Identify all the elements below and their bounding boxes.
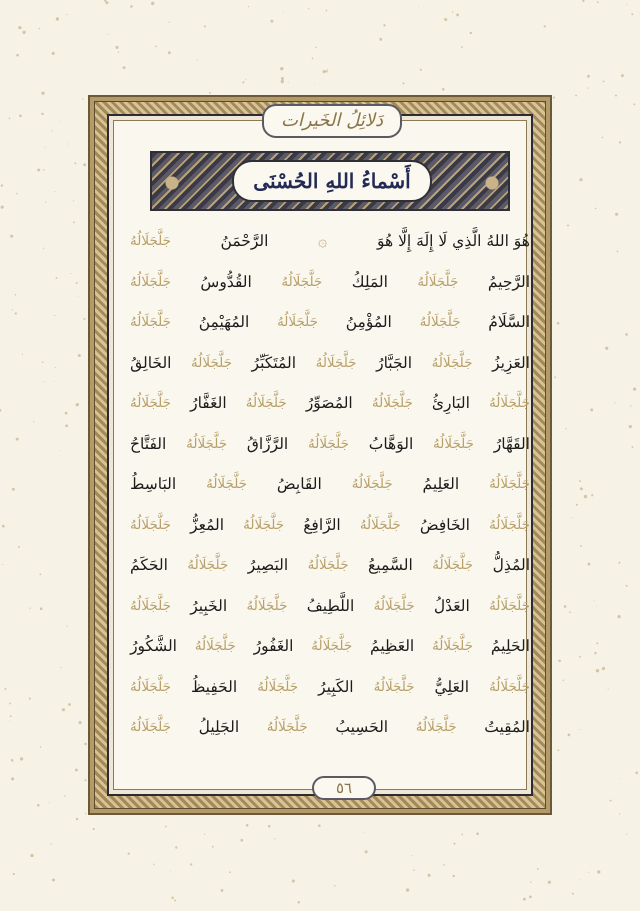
text-line xyxy=(130,626,530,667)
jalla-jalaluhu-glyph: جَلَّجَلَالُهُ xyxy=(130,233,171,249)
jalla-jalaluhu-glyph: جَلَّجَلَالُهُ xyxy=(191,354,232,371)
section-header-ornament xyxy=(150,151,510,211)
divine-name: الغَفَّارُ xyxy=(190,394,227,412)
divine-name: المُهَيْمِنُ xyxy=(198,313,250,331)
divine-name: المُتَكَبِّرُ xyxy=(251,353,297,372)
jalla-jalaluhu-glyph: جَلَّجَلَالُهُ xyxy=(432,557,474,573)
divine-name: العَلِيُّ xyxy=(434,677,470,696)
jalla-jalaluhu-glyph: جَلَّجَلَالُهُ xyxy=(308,435,349,452)
text-line xyxy=(130,586,530,627)
divine-name: العَلِيمُ xyxy=(422,475,460,493)
divine-name: الرَّزَّاقُ xyxy=(246,434,289,453)
divine-name: الحَسِيبُ xyxy=(335,718,389,736)
divine-name: الحَلِيمُ xyxy=(490,637,530,655)
jalla-jalaluhu-glyph: جَلَّجَلَالُهُ xyxy=(489,678,530,695)
rub-el-hizb-ornament: ۞ xyxy=(318,231,328,250)
page-number: ٥٦ xyxy=(335,779,353,797)
jalla-jalaluhu-glyph: جَلَّجَلَالُهُ xyxy=(257,678,299,695)
divine-name: الفَتَّاحُ xyxy=(130,434,167,453)
jalla-jalaluhu-glyph: جَلَّجَلَالُهُ xyxy=(206,476,248,492)
jalla-jalaluhu-glyph: جَلَّجَلَالُهُ xyxy=(371,395,413,411)
divine-name: العَزِيزُ xyxy=(492,353,530,372)
text-line xyxy=(130,424,530,465)
jalla-jalaluhu-glyph: جَلَّجَلَالُهُ xyxy=(130,273,171,290)
jalla-jalaluhu-glyph: جَلَّجَلَالُهُ xyxy=(432,638,473,654)
divine-name: هُوَ اللهُ الَّذِي لَا إِلَهَ إِلَّا هُوَ xyxy=(376,232,530,250)
divine-name: الخَافِضُ xyxy=(419,515,470,534)
page-number-cartouche xyxy=(312,776,376,800)
frame-inner-border xyxy=(107,110,533,797)
divine-name: الكَبِيرُ xyxy=(318,677,354,696)
text-line xyxy=(130,707,530,748)
jalla-jalaluhu-glyph: جَلَّجَلَالُهُ xyxy=(415,719,457,735)
jalla-jalaluhu-glyph: جَلَّجَلَالُهُ xyxy=(130,516,171,533)
jalla-jalaluhu-glyph: جَلَّجَلَالُهُ xyxy=(307,557,349,573)
jalla-jalaluhu-glyph: جَلَّجَلَالُهُ xyxy=(246,597,288,614)
jalla-jalaluhu-glyph: جَلَّجَلَالُهُ xyxy=(431,354,473,371)
divine-name: الرَّحِيمُ xyxy=(487,272,530,291)
jalla-jalaluhu-glyph: جَلَّجَلَالُهُ xyxy=(281,273,323,290)
divine-name: العَظِيمُ xyxy=(370,637,415,655)
jalla-jalaluhu-glyph: جَلَّجَلَالُهُ xyxy=(186,435,228,452)
jalla-jalaluhu-glyph: جَلَّجَلَالُهُ xyxy=(130,597,171,614)
divine-name: البَاسِطُ xyxy=(130,475,177,493)
divine-name: اللَّطِيفُ xyxy=(306,596,355,615)
text-line xyxy=(130,302,530,343)
text-panel xyxy=(113,110,530,797)
jalla-jalaluhu-glyph: جَلَّجَلَالُهُ xyxy=(130,678,171,695)
divine-name: المَلِكُ xyxy=(351,272,388,291)
divine-name: الحَفِيظُ xyxy=(190,677,238,696)
names-text-block xyxy=(130,221,530,786)
divine-name: البَارِئُ xyxy=(431,394,470,412)
jalla-jalaluhu-glyph: جَلَّجَلَالُهُ xyxy=(130,395,171,411)
divine-name: القَهَّارُ xyxy=(493,434,530,453)
divine-name: المُعِزُّ xyxy=(190,515,225,534)
text-line xyxy=(130,545,530,586)
jalla-jalaluhu-glyph: جَلَّجَلَالُهُ xyxy=(489,516,530,533)
text-line xyxy=(130,464,530,505)
book-title-cartouche xyxy=(262,104,402,138)
jalla-jalaluhu-glyph: جَلَّجَلَالُهُ xyxy=(315,354,357,371)
divine-name: البَصِيرُ xyxy=(247,556,289,574)
divine-name: الشَّكُورُ xyxy=(130,637,177,655)
book-title: دَلائِلُ الخَيرات xyxy=(280,110,384,131)
text-line xyxy=(130,667,530,708)
ornamental-page-frame xyxy=(88,95,552,815)
divine-name: الجَبَّارُ xyxy=(376,353,412,372)
divine-name: الوَهَّابُ xyxy=(368,434,414,453)
jalla-jalaluhu-glyph: جَلَّجَلَالُهُ xyxy=(433,435,474,452)
jalla-jalaluhu-glyph: جَلَّجَلَالُهُ xyxy=(187,557,229,573)
text-line xyxy=(130,383,530,424)
divine-name: السَّلَامُ xyxy=(488,313,530,331)
divine-name: الخَبِيرُ xyxy=(190,596,228,615)
divine-name: المُذِلُّ xyxy=(492,556,530,574)
divine-name: الجَلِيلُ xyxy=(198,718,240,736)
divine-name: الغَفُورُ xyxy=(253,637,294,655)
jalla-jalaluhu-glyph: جَلَّجَلَالُهُ xyxy=(373,597,415,614)
jalla-jalaluhu-glyph: جَلَّجَلَالُهُ xyxy=(311,638,353,654)
divine-name: المُؤْمِنُ xyxy=(345,313,392,331)
section-title-cartouche xyxy=(232,160,432,202)
jalla-jalaluhu-glyph: جَلَّجَلَالُهُ xyxy=(359,516,401,533)
jalla-jalaluhu-glyph: جَلَّجَلَالُهُ xyxy=(417,273,459,290)
jalla-jalaluhu-glyph: جَلَّجَلَالُهُ xyxy=(489,395,530,411)
divine-name: المُصَوِّرُ xyxy=(305,394,353,412)
jalla-jalaluhu-glyph: جَلَّجَلَالُهُ xyxy=(277,314,318,330)
divine-name: السَّمِيعُ xyxy=(368,556,413,574)
jalla-jalaluhu-glyph: جَلَّجَلَالُهُ xyxy=(489,597,530,614)
jalla-jalaluhu-glyph: جَلَّجَلَالُهُ xyxy=(489,476,530,492)
text-line xyxy=(130,505,530,546)
section-title: أَسْماءُ اللهِ الحُسْنَى xyxy=(253,169,411,193)
jalla-jalaluhu-glyph: جَلَّجَلَالُهُ xyxy=(243,516,285,533)
jalla-jalaluhu-glyph: جَلَّجَلَالُهُ xyxy=(245,395,287,411)
jalla-jalaluhu-glyph: جَلَّجَلَالُهُ xyxy=(351,476,393,492)
divine-name: الحَكَمُ xyxy=(130,556,168,574)
divine-name: العَدْلُ xyxy=(433,596,470,615)
divine-name: الرَّحْمَنُ xyxy=(220,232,269,250)
divine-name: القُدُّوسُ xyxy=(200,272,252,291)
text-line xyxy=(130,343,530,384)
jalla-jalaluhu-glyph: جَلَّجَلَالُهُ xyxy=(130,314,171,330)
jalla-jalaluhu-glyph: جَلَّجَلَالُهُ xyxy=(266,719,308,735)
divine-name: الرَّافِعُ xyxy=(303,515,341,534)
divine-name: المُقِيتُ xyxy=(484,718,530,736)
frame-decorative-band xyxy=(94,101,546,809)
text-line xyxy=(130,262,530,303)
jalla-jalaluhu-glyph: جَلَّجَلَالُهُ xyxy=(419,314,461,330)
divine-name: الخَالِقُ xyxy=(130,353,172,372)
jalla-jalaluhu-glyph: جَلَّجَلَالُهُ xyxy=(373,678,415,695)
jalla-jalaluhu-glyph: جَلَّجَلَالُهُ xyxy=(194,638,236,654)
jalla-jalaluhu-glyph: جَلَّجَلَالُهُ xyxy=(130,719,171,735)
text-line xyxy=(130,221,530,262)
divine-name: القَابِضُ xyxy=(276,475,322,493)
